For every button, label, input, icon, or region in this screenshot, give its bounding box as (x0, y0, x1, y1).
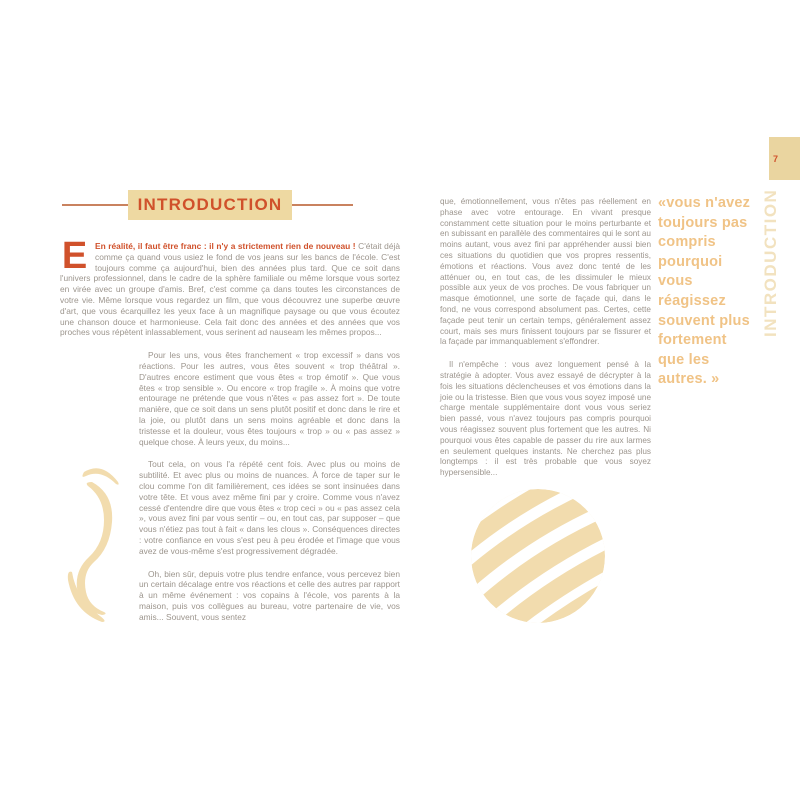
striped-sphere-ornament-icon (468, 486, 608, 626)
body-paragraph (60, 235, 401, 338)
body-paragraph: Oh, bien sûr, depuis votre plus tendre enfance, vous percevez bien un certain décalage entre vos réactions et celle des autres par rapport à un même événement : vos copains à l'école, vos parents à la maison, puis vos collègues au bureau, votre partenaire de vie, vos amis... Souvent, vous sentez (139, 568, 400, 622)
swoosh-ornament-icon (62, 460, 132, 630)
lead-sentence: En réalité, il faut être franc : il n'y a strictement rien de nouveau ! (95, 241, 356, 251)
body-paragraph: Il n'empêche : vous avez longuement pensé à la stratégie à adopter. Vous avez essayé de décrypter à la fois les situations déclencheuses et vos émotions dans la joie ou la tristesse. Bien que vous vous soyez imposé une charge mentale supplémentaire dont vous vous seriez bien passé, vous n'avez toujours pas compris pourquoi vous réagissez souvent plus fortement que les autres. Ni pourquoi vous êtes capable de passer du rire aux larmes en seulement quelques instants. Ne cherchez pas plus longtemps : il est très probable que vous soyez hypersensible... (440, 360, 651, 478)
body-paragraph: que, émotionnellement, vous n'êtes pas réellement en phase avec votre entourage. En vivant presque constamment cette situation pour le moins perturbante et en subissant en parallèle des commentaires qui le sont au moins autant, vous avez fini par appréhender aussi bien ces situations du quotidien que vos propres ressentis, émotions et réactions. Vous avez donc tenté de les atténuer ou, en tout cas, de les dissimuler le mieux possible aux yeux de vos proches. De vous fabriquer un masque émotionnel, une sorte de façade qui, dans le fond, ne vous correspond absolument pas. Certes, cette façade peut tenir un certain temps, généralement assez court, mais ses murs finissent toujours par se fissurer et la façade par immanquablement s'effondrer. (440, 197, 651, 347)
chapter-title: INTRODUCTION (128, 190, 292, 220)
body-paragraph: Pour les uns, vous êtes franchement « trop excessif » dans vos réactions. Pour les autres, vous êtes souvent « trop théâtral ». D'autres encore estiment que vous êtes « trop émotif ». Que vous êtes « trop sensible ». Ou encore « trop fragile ». À moins que votre entourage ne prétende que vous n'êtes « pas assez fort ». De toute manière, que ce soit dans un sens plutôt positif et donc dans le rire et la joie, ou plutôt dans un sens moins agréable et donc dans la tristesse et la douleur, vous êtes toujours « trop » ou « pas assez » quelque chose. À leurs yeux, du moins... (139, 350, 400, 447)
body-paragraph: Tout cela, on vous l'a répété cent fois. Avec plus ou moins de subtilité. Et avec plus ou moins de nuances. À force de taper sur le clou comme l'on dit familièrement, ces idées se sont insinuées dans votre tête. Et vous avez même fini par y croire. Comme vous n'avez cessé d'entendre dire que vous êtes « trop ceci » ou « pas assez cela », vous avez fini par vous sentir – ou, en tout cas, par supposer – que vous n'étiez pas tout à fait « dans les clous ». Conséquences directes : votre confiance en vous s'est peu à peu érodée et l'image que vous avez de vous-même s'est progressivement dégradée. (139, 459, 400, 556)
title-rule-right (292, 204, 353, 206)
chapter-title-block (62, 190, 354, 220)
drop-cap: E (61, 235, 88, 277)
page-tab (769, 137, 800, 180)
page-number: 7 (773, 153, 779, 164)
pull-quote: «vous n'avez toujours pas compris pourquoi vous réagissez souvent plus fortement que les autres. » (658, 195, 751, 388)
right-page-column (440, 197, 651, 491)
chapter-sidebar-label: INTRODUCTION (761, 188, 780, 337)
title-rule-left (62, 204, 128, 206)
paragraph-text: C'était déjà comme ça quand vous usiez le fond de vos jeans sur les bancs de l'école. C'est toujours comme ça aujourd'hui, bien des années plus tard. Que ce soit dans l'univers professionnel, dans le cadre de la sphère familiale ou même lorsque vous sortez en virée avec un groupe d'amis. Bref, c'est comme ça dans toutes les circonstances de votre vie. Même lorsque vous regardez un film, que vous découvrez une superbe œuvre d'art, que vous écarquillez les yeux face à un magnifique paysage ou que vous écoutez une chanson douce et harmonieuse. Cela fait donc des années et des années que vos proches vous répètent inlassablement, vous serinent ad nauseam les mêmes propos... (60, 241, 401, 338)
